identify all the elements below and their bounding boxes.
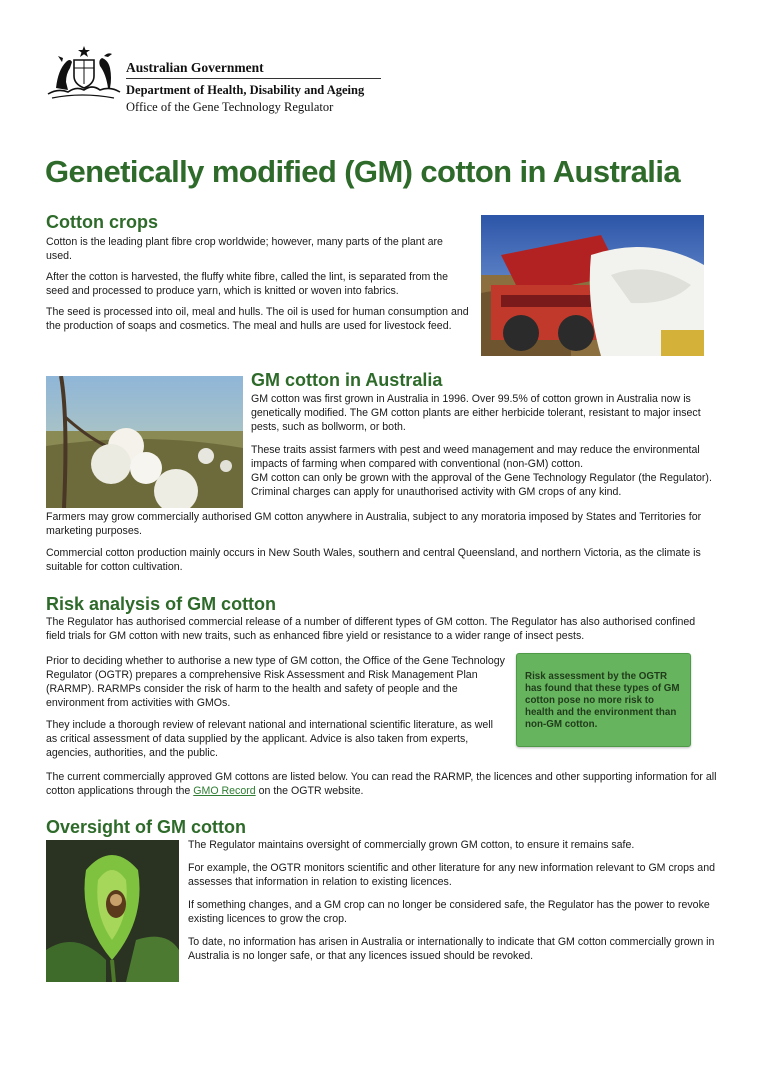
paragraph	[46, 770, 726, 798]
paragraph: After the cotton is harvested, the fluffy white fibre, called the lint, is separated from the seed and processed to produce yarn, which is knitted or woven into fabrics.	[46, 271, 448, 297]
office-name: Office of the Gene Technology Regulator	[126, 100, 334, 114]
paragraph: GM cotton was first grown in Australia in 1996. Over 99.5% of cotton grown in Australia now is genetically modified. The GM cotton plants are either herbicide tolerant, resistant to major insect pests, such as bollworm, or both.	[251, 393, 701, 433]
paragraph: These traits assist farmers with pest and weed management and may reduce the environmental impacts of farming when compared with conventional (non-GM) cotton.	[251, 444, 700, 470]
paragraph: The Regulator maintains oversight of commercially grown GM cotton, to ensure it remains safe.	[188, 839, 635, 851]
coat-of-arms-icon	[44, 44, 122, 100]
cotton-harvester-photo	[481, 215, 704, 356]
callout-text: Risk assessment by the OGTR has found that these types of GM cotton pose no more risk to health and the environment than non-GM cotton.	[525, 671, 680, 730]
department-name: Department of Health, Disability and Ageing	[126, 83, 365, 97]
oversight-text	[188, 838, 718, 963]
cotton-crops-text	[46, 235, 471, 333]
paragraph: If something changes, and a GM crop can no longer be considered safe, the Regulator has the power to revoke existing licences to grow the crop.	[188, 899, 710, 925]
gm-cotton-australia-text	[251, 392, 716, 499]
paragraph: For example, the OGTR monitors scientific and other literature for any new information relevant to GM crops and assesses that information in relation to existing licences.	[188, 862, 715, 888]
paragraph: Prior to deciding whether to authorise a new type of GM cotton, the Office of the Gene Technology Regulator (OGTR) prepares a comprehensive Risk Assessment and Risk Management Plan (RARMP). RARMPs consider the risk of harm to the health and safety of people and the environment from activities with GMOs.	[46, 655, 505, 709]
cotton-bolls-photo	[46, 376, 243, 508]
risk-callout-box	[516, 653, 691, 747]
paragraph: Farmers may grow commercially authorised GM cotton anywhere in Australia, subject to any moratoria imposed by States and Territories for marketing purposes.	[46, 511, 702, 537]
paragraph: They include a thorough review of relevant national and international scientific literature, as well as critical assessment of data supplied by the applicant. Advice is also taken from experts, agencies, authorities, and the public.	[46, 719, 493, 759]
government-name: Australian Government	[126, 60, 264, 75]
paragraph: Commercial cotton production mainly occurs in New South Wales, southern and central Queensland, and northern Victoria, as the climate is suitable for cotton cultivation.	[46, 547, 701, 573]
government-crest	[44, 44, 122, 100]
section-heading-risk-analysis: Risk analysis of GM cotton	[46, 594, 277, 614]
section-heading-oversight: Oversight of GM cotton	[46, 817, 246, 837]
paragraph: Cotton is the leading plant fibre crop worldwide; however, many parts of the plant are used.	[46, 236, 443, 262]
risk-body-text	[46, 654, 506, 760]
risk-gmo-record-text	[46, 770, 726, 798]
page-title: Genetically modified (GM) cotton in Australia	[45, 154, 680, 189]
paragraph: The seed is processed into oil, meal and hulls. The oil is used for human consumption and the production of soaps and cosmetics. The meal and hulls are used for livestock feed.	[46, 306, 469, 332]
text-span: on the OGTR website.	[255, 785, 364, 797]
green-cotton-boll-photo	[46, 840, 179, 982]
header-divider	[126, 78, 381, 79]
paragraph: The Regulator has authorised commercial release of a number of different types of GM cotton. The Regulator has also authorised confined field trials for GM cotton with new traits, such as enhanced fibre yield or resistance to a wider range of insect pests.	[46, 616, 696, 642]
paragraph: To date, no information has arisen in Australia or internationally to indicate that GM cotton commercially grown in Australia is no longer safe, or that any licences issued should be revoked.	[188, 936, 715, 962]
risk-intro-text	[46, 615, 716, 643]
gmo-record-link[interactable]: GMO Record	[193, 785, 256, 797]
paragraph: GM cotton can only be grown with the approval of the Gene Technology Regulator (the Regulator). Criminal charges can apply for unauthorised activity with GM crops of any kind.	[251, 472, 712, 498]
text-span: The current commercially approved GM cottons are listed below. You can read the RARMP, the licences and other supporting information for all cotton applications through the	[46, 771, 717, 797]
gm-cotton-australia-text-full	[46, 510, 716, 574]
section-heading-gm-cotton-australia: GM cotton in Australia	[251, 370, 443, 390]
section-heading-cotton-crops: Cotton crops	[46, 212, 158, 232]
